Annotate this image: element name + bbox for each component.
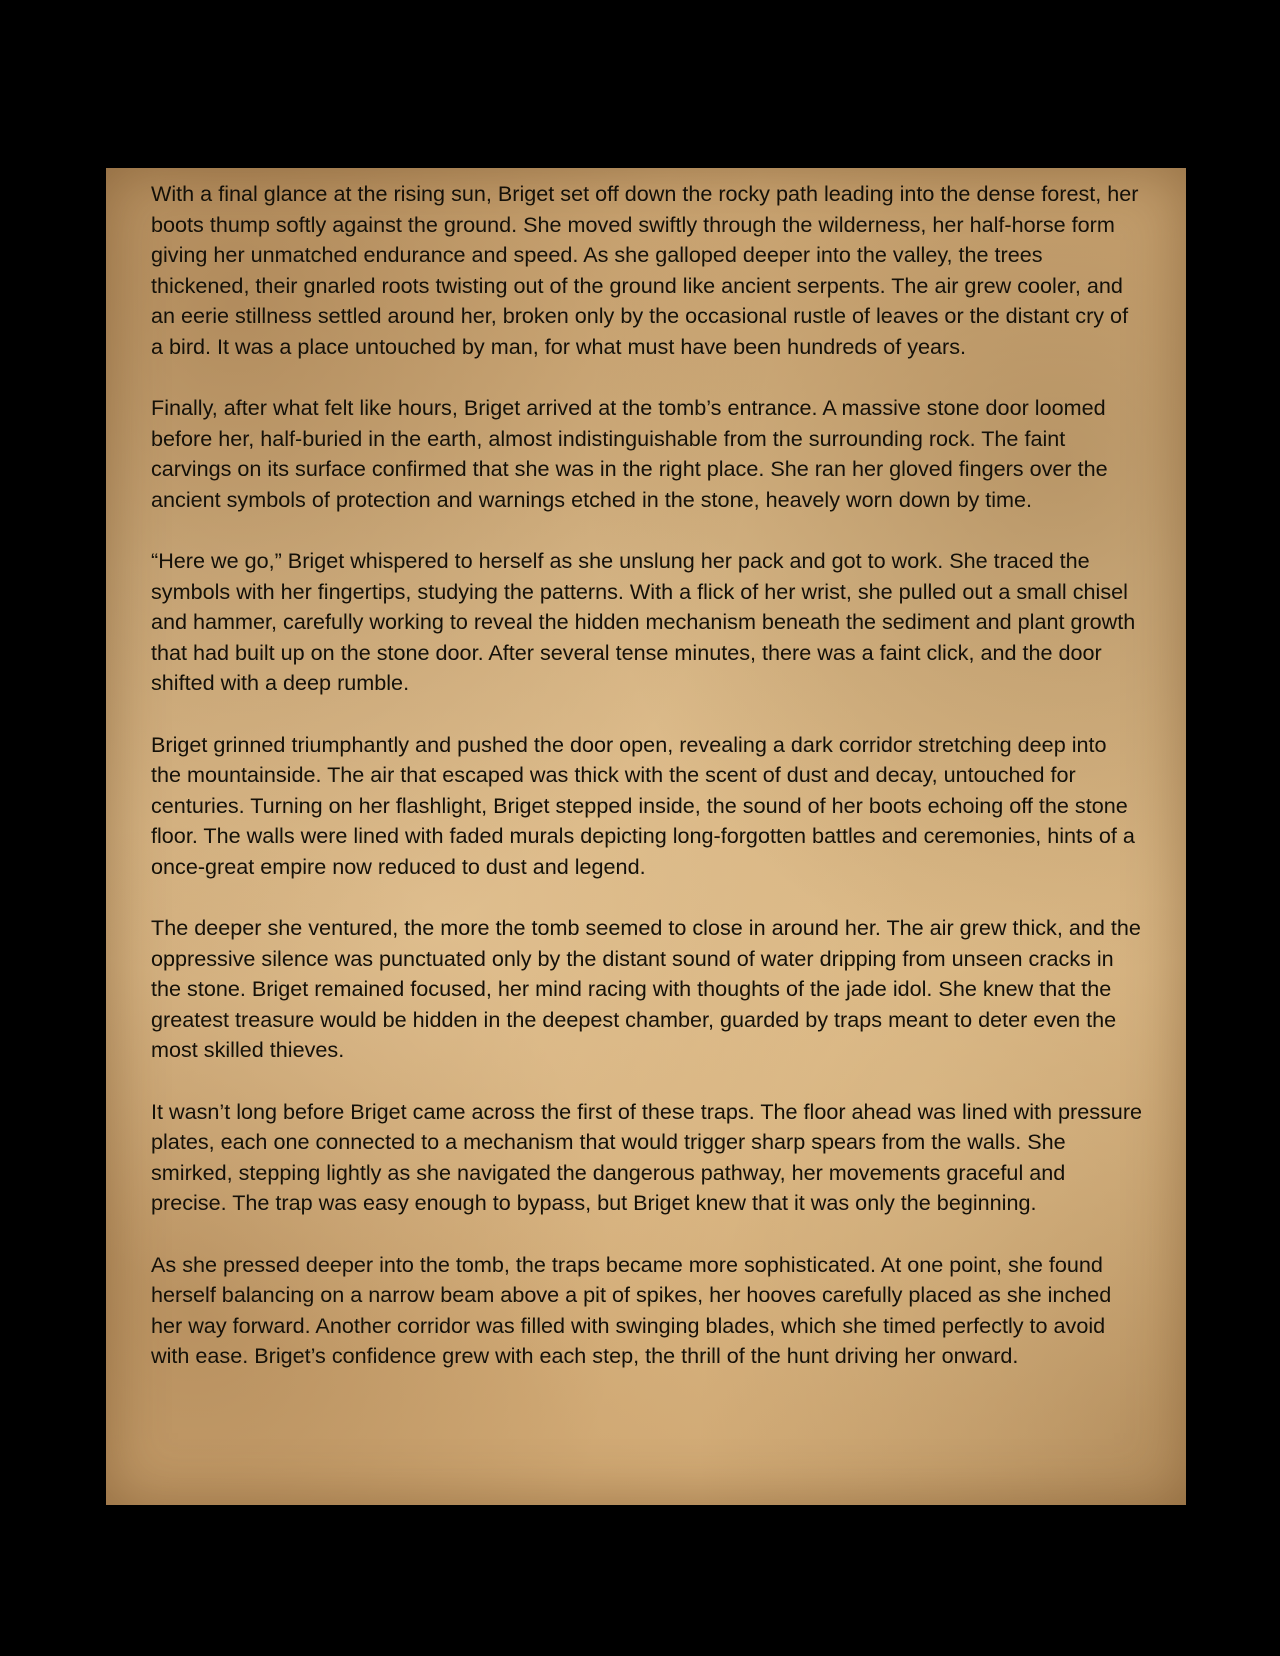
story-paragraph-2: Finally, after what felt like hours, Briget arrived at the tomb’s entrance. A massive stone door loomed before her, half-buried in the earth, almost indistinguishable from the surrounding rock. The faint carvings on its surface confirmed that she was in the right place. She ran her gloved fingers over the ancient symbols of protection and warnings etched in the stone, heavely worn down by time.	[151, 395, 1108, 512]
parchment-page	[106, 168, 1186, 1505]
story-paragraph-1: With a final glance at the rising sun, Briget set off down the rocky path leading into the dense forest, her boots thump softly against the ground. She moved swiftly through the wilderness, her half-horse form giving her unmatched endurance and speed. As she galloped deeper into the valley, the trees thickened, their gnarled roots twisting out of the ground like ancient serpents. The air grew cooler, and an eerie stillness settled around her, broken only by the occasional rustle of leaves or the distant cry of a bird. It was a place untouched by man, for what must have been hundreds of years.	[151, 181, 1139, 359]
story-paragraph-4: Briget grinned triumphantly and pushed the door open, revealing a dark corridor stretching deep into the mountainside. The air that escaped was thick with the scent of dust and decay, untouched for centuries. Turning on her flashlight, Briget stepped inside, the sound of her boots echoing off the stone floor. The walls were lined with faded murals depicting long-forgotten battles and ceremonies, hints of a once-great empire now reduced to dust and legend.	[151, 731, 1135, 879]
story-paragraph-6: It wasn’t long before Briget came across the first of these traps. The floor ahead was lined with pressure plates, each one connected to a mechanism that would trigger sharp spears from the walls. She smirked, stepping lightly as she navigated the dangerous pathway, her movements graceful and precise. The trap was easy enough to bypass, but Briget knew that it was only the beginning.	[151, 1098, 1143, 1215]
story-paragraph-5: The deeper she ventured, the more the tomb seemed to close in around her. The air grew thick, and the oppressive silence was punctuated only by the distant sound of water dripping from unseen cracks in the stone. Briget remained focused, her mind racing with thoughts of the jade idol. She knew that the greatest treasure would be hidden in the deepest chamber, guarded by traps meant to deter even the most skilled thieves.	[151, 915, 1141, 1062]
story-paragraph-3: “Here we go,” Briget whispered to herself as she unslung her pack and got to work. She traced the symbols with her fingertips, studying the patterns. With a flick of her wrist, she pulled out a small chisel and hammer, carefully working to reveal the hidden mechanism beneath the sediment and plant growth that had built up on the stone door. After several tense minutes, there was a faint click, and the door shifted with a deep rumble.	[151, 548, 1136, 695]
story-paragraph-7: As she pressed deeper into the tomb, the traps became more sophisticated. At one point, she found herself balancing on a narrow beam above a pit of spikes, her hooves carefully placed as she inched her way forward. Another corridor was filled with swinging blades, which she timed perfectly to avoid with ease. Briget’s confidence grew with each step, the thrill of the hunt driving her onward.	[151, 1251, 1112, 1368]
